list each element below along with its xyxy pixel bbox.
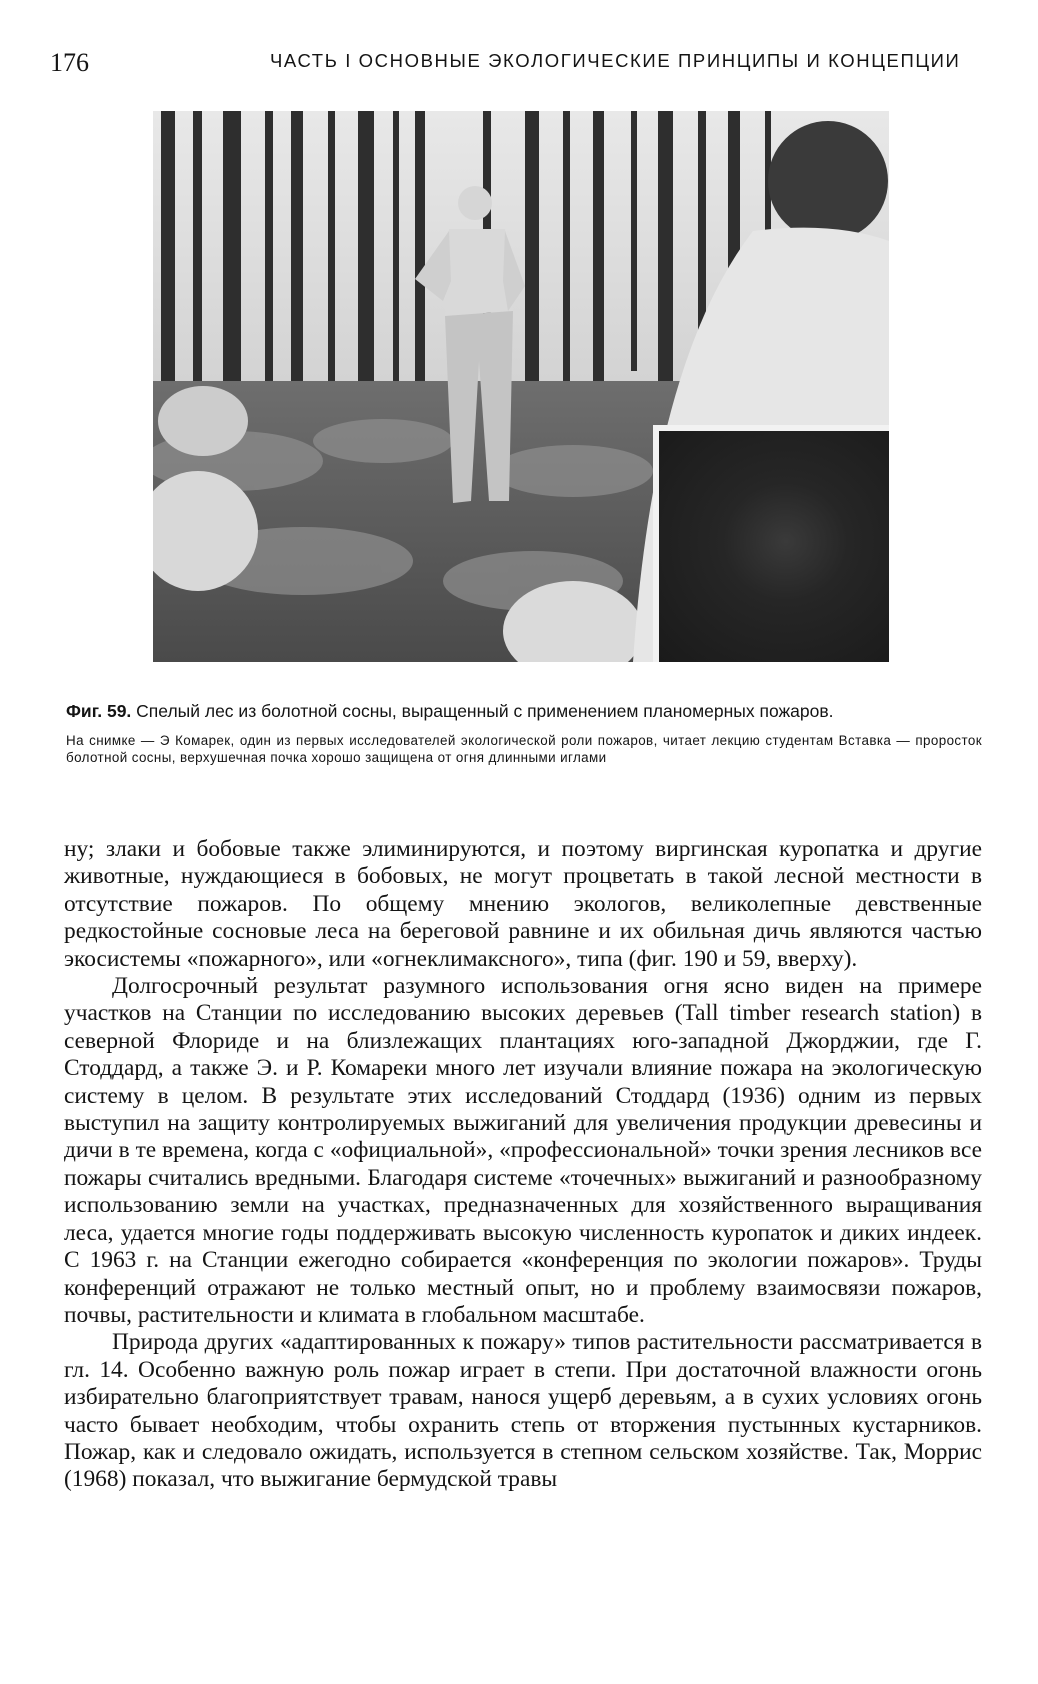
forest-photograph (153, 111, 889, 662)
figure-title: Спелый лес из болотной сосны, выращенный с применением планомерных пожаров. (136, 701, 834, 721)
seedling-inset-photo (653, 425, 889, 662)
running-title: ЧАСТЬ I ОСНОВНЫЕ ЭКОЛОГИЧЕСКИЕ ПРИНЦИПЫ И КОНЦЕПЦИИ (270, 50, 961, 71)
paragraph: Природа других «адаптированных к пожару» типов растительности рассматривается в гл. 14. Особенно важную роль пожар играет в степи. При достаточной влажности огонь избирательно благоприятствует травам, нанося ущерб деревьям, а в сухих условиях огонь часто бывает необходим, чтобы охранить степь от вторжения пустынных кустарников. Пожар, как и следовало ожидать, используется в степном сельском хозяйстве. Так, Моррис (1968) показал, что выжигание бермудской травы (64, 1329, 982, 1493)
figure-note: На снимке — Э Комарек, один из первых исследователей экологической роли пожаров, читает лекцию студентам Вставка — проросток болотной сосны, верхушечная почка хорошо защищена от огня длинными иглами (66, 733, 982, 765)
figure-label: Фиг. 59. (66, 701, 132, 721)
page-number: 176 (50, 48, 89, 77)
body-text (64, 836, 982, 1494)
figure-caption (66, 700, 982, 766)
paragraph: ну; злаки и бобовые также элиминируются, и поэтому виргинская куропатка и другие животные, нуждающиеся в бобовых, не могут процветать в такой лесной местности в отсутствие пожаров. По общему мнению экологов, великолепные девственные редкостойные сосновые леса на береговой равнине и их обильная дичь являются частью экосистемы «пожарного», или «огнеклимаксного», типа (фиг. 190 и 59, вверху). (64, 836, 982, 972)
paragraph: Долгосрочный результат разумного использования огня ясно виден на примере участков на Станции по исследованию высоких деревьев (Tall timber research station) в северной Флориде и на близлежащих плантациях юго-западной Джорджии, где Г. Стоддард, а также Э. и Р. Комареки много лет изучали влияние пожара на экологическую систему в целом. В результате этих исследований Стоддард (1936) одним из первых выступил на защиту контролируемых выжиганий для увеличения продукции древесины и дичи в те времена, когда с «официальной», «профессиональной» точки зрения лесников все пожары считались вредными. Благодаря системе «точечных» выжиганий и разнообразному использованию земли на участках, предназначенных для хозяйственного выращивания леса, удается многие годы поддерживать высокую численность куропаток и диких индеек. С 1963 г. на Станции ежегодно собирается «конференция по экологии пожаров». Труды конференций отражают не только местный опыт, но и проблему взаимосвязи пожаров, почвы, растительности и климата в глобальном масштабе. (64, 973, 982, 1328)
caption-title-line (66, 700, 982, 723)
